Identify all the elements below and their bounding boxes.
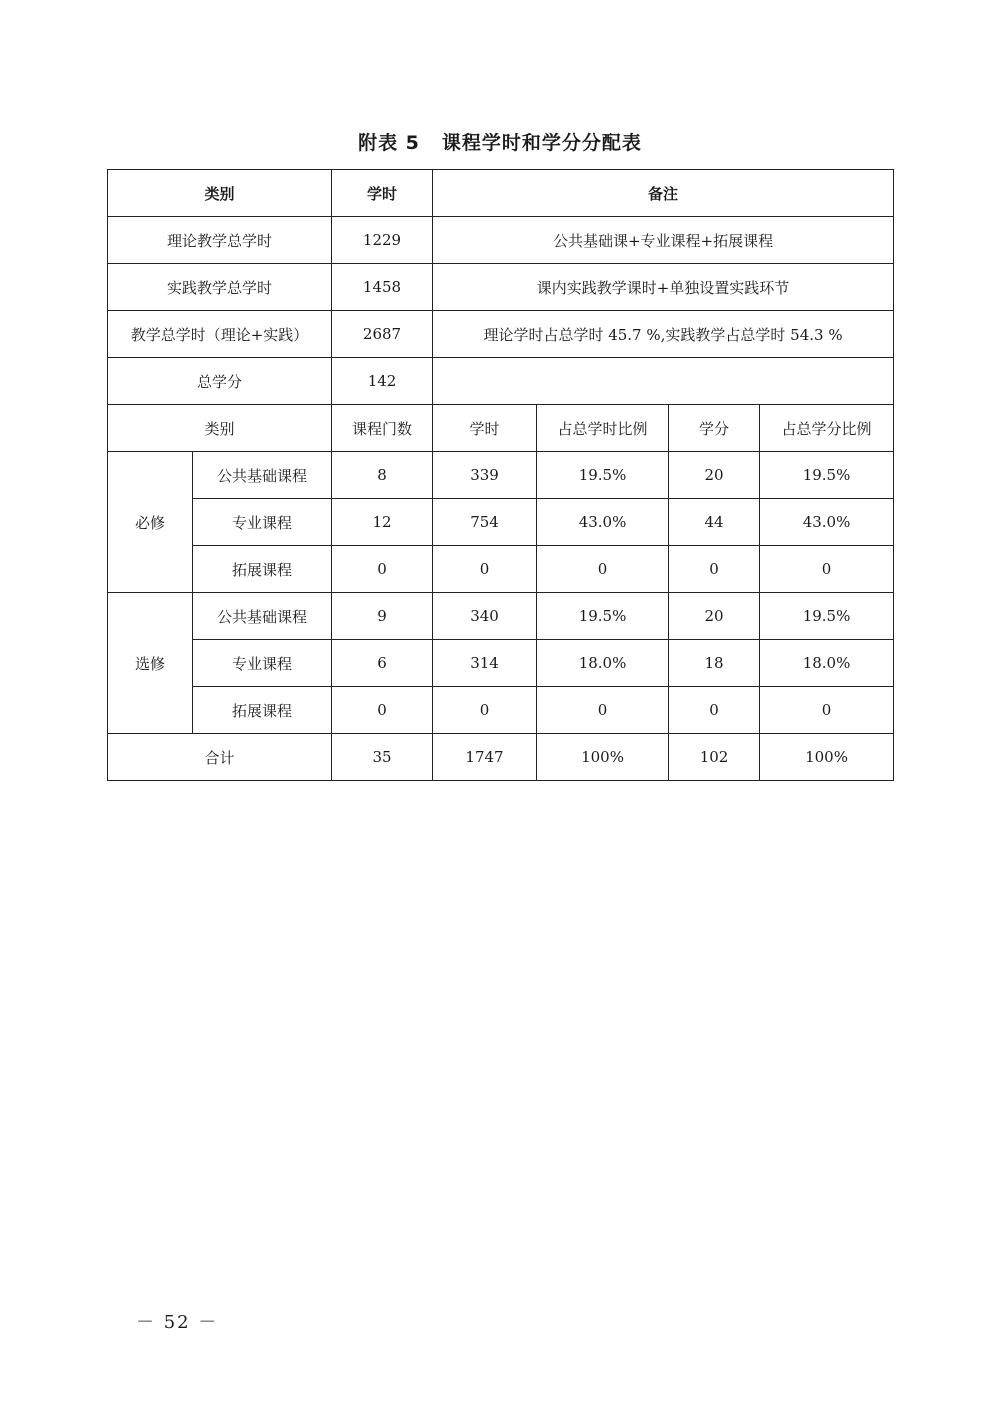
total-credits: 102 (669, 734, 760, 781)
table-row (108, 640, 894, 687)
header-hours: 学时 (332, 170, 433, 217)
detail-header-count: 课程门数 (332, 405, 433, 452)
detail-header-row (108, 405, 894, 452)
header-category: 类别 (108, 170, 332, 217)
total-row (108, 734, 894, 781)
total-count: 35 (332, 734, 433, 781)
credit-allocation-table (107, 169, 894, 781)
course-hours: 340 (433, 593, 537, 640)
summary-row (108, 311, 894, 358)
course-hours-ratio: 0 (537, 546, 669, 593)
title-main: 课程学时和学分分配表 (441, 132, 642, 154)
summary-hours: 1458 (332, 264, 433, 311)
course-type: 公共基础课程 (193, 593, 332, 640)
course-hours: 754 (433, 499, 537, 546)
course-type: 拓展课程 (193, 687, 332, 734)
course-count: 6 (332, 640, 433, 687)
total-hours: 1747 (433, 734, 537, 781)
table-row (108, 593, 894, 640)
course-count: 0 (332, 546, 433, 593)
summary-hours: 142 (332, 358, 433, 405)
table-row (108, 499, 894, 546)
total-credits-ratio: 100% (760, 734, 894, 781)
summary-note (433, 358, 894, 405)
title-prefix: 附表 5 (358, 132, 420, 154)
course-credits-ratio: 18.0% (760, 640, 894, 687)
detail-header-hours: 学时 (433, 405, 537, 452)
course-hours: 339 (433, 452, 537, 499)
table-row (108, 687, 894, 734)
table-row (108, 546, 894, 593)
summary-row (108, 217, 894, 264)
group-label-elective: 选修 (108, 593, 193, 734)
course-type: 专业课程 (193, 499, 332, 546)
summary-note: 课内实践教学课时+单独设置实践环节 (433, 264, 894, 311)
course-hours-ratio: 19.5% (537, 452, 669, 499)
page-number: － 52 － (136, 1312, 219, 1333)
group-label-required: 必修 (108, 452, 193, 593)
detail-header-credits-ratio: 占总学分比例 (760, 405, 894, 452)
summary-hours: 1229 (332, 217, 433, 264)
course-hours-ratio: 18.0% (537, 640, 669, 687)
course-count: 12 (332, 499, 433, 546)
course-hours: 314 (433, 640, 537, 687)
summary-label: 实践教学总学时 (108, 264, 332, 311)
total-label: 合计 (108, 734, 332, 781)
detail-header-credits: 学分 (669, 405, 760, 452)
course-credits-ratio: 0 (760, 687, 894, 734)
course-hours-ratio: 43.0% (537, 499, 669, 546)
course-hours-ratio: 0 (537, 687, 669, 734)
course-credits-ratio: 0 (760, 546, 894, 593)
summary-row (108, 264, 894, 311)
summary-label: 教学总学时（理论+实践） (108, 311, 332, 358)
summary-note: 公共基础课+专业课程+拓展课程 (433, 217, 894, 264)
summary-label: 总学分 (108, 358, 332, 405)
summary-note: 理论学时占总学时 45.7 %,实践教学占总学时 54.3 % (433, 311, 894, 358)
course-count: 8 (332, 452, 433, 499)
course-hours: 0 (433, 546, 537, 593)
summary-header-row (108, 170, 894, 217)
course-count: 9 (332, 593, 433, 640)
course-hours: 0 (433, 687, 537, 734)
course-credits-ratio: 19.5% (760, 452, 894, 499)
course-type: 专业课程 (193, 640, 332, 687)
course-credits: 20 (669, 452, 760, 499)
course-credits: 44 (669, 499, 760, 546)
summary-label: 理论教学总学时 (108, 217, 332, 264)
detail-header-hours-ratio: 占总学时比例 (537, 405, 669, 452)
course-count: 0 (332, 687, 433, 734)
table-row (108, 452, 894, 499)
course-credits: 20 (669, 593, 760, 640)
course-credits-ratio: 19.5% (760, 593, 894, 640)
summary-hours: 2687 (332, 311, 433, 358)
page-title (0, 128, 1000, 155)
course-credits: 0 (669, 546, 760, 593)
course-credits: 0 (669, 687, 760, 734)
detail-header-category: 类别 (108, 405, 332, 452)
course-credits: 18 (669, 640, 760, 687)
course-credits-ratio: 43.0% (760, 499, 894, 546)
total-hours-ratio: 100% (537, 734, 669, 781)
course-type: 拓展课程 (193, 546, 332, 593)
course-hours-ratio: 19.5% (537, 593, 669, 640)
summary-row (108, 358, 894, 405)
header-note: 备注 (433, 170, 894, 217)
course-type: 公共基础课程 (193, 452, 332, 499)
